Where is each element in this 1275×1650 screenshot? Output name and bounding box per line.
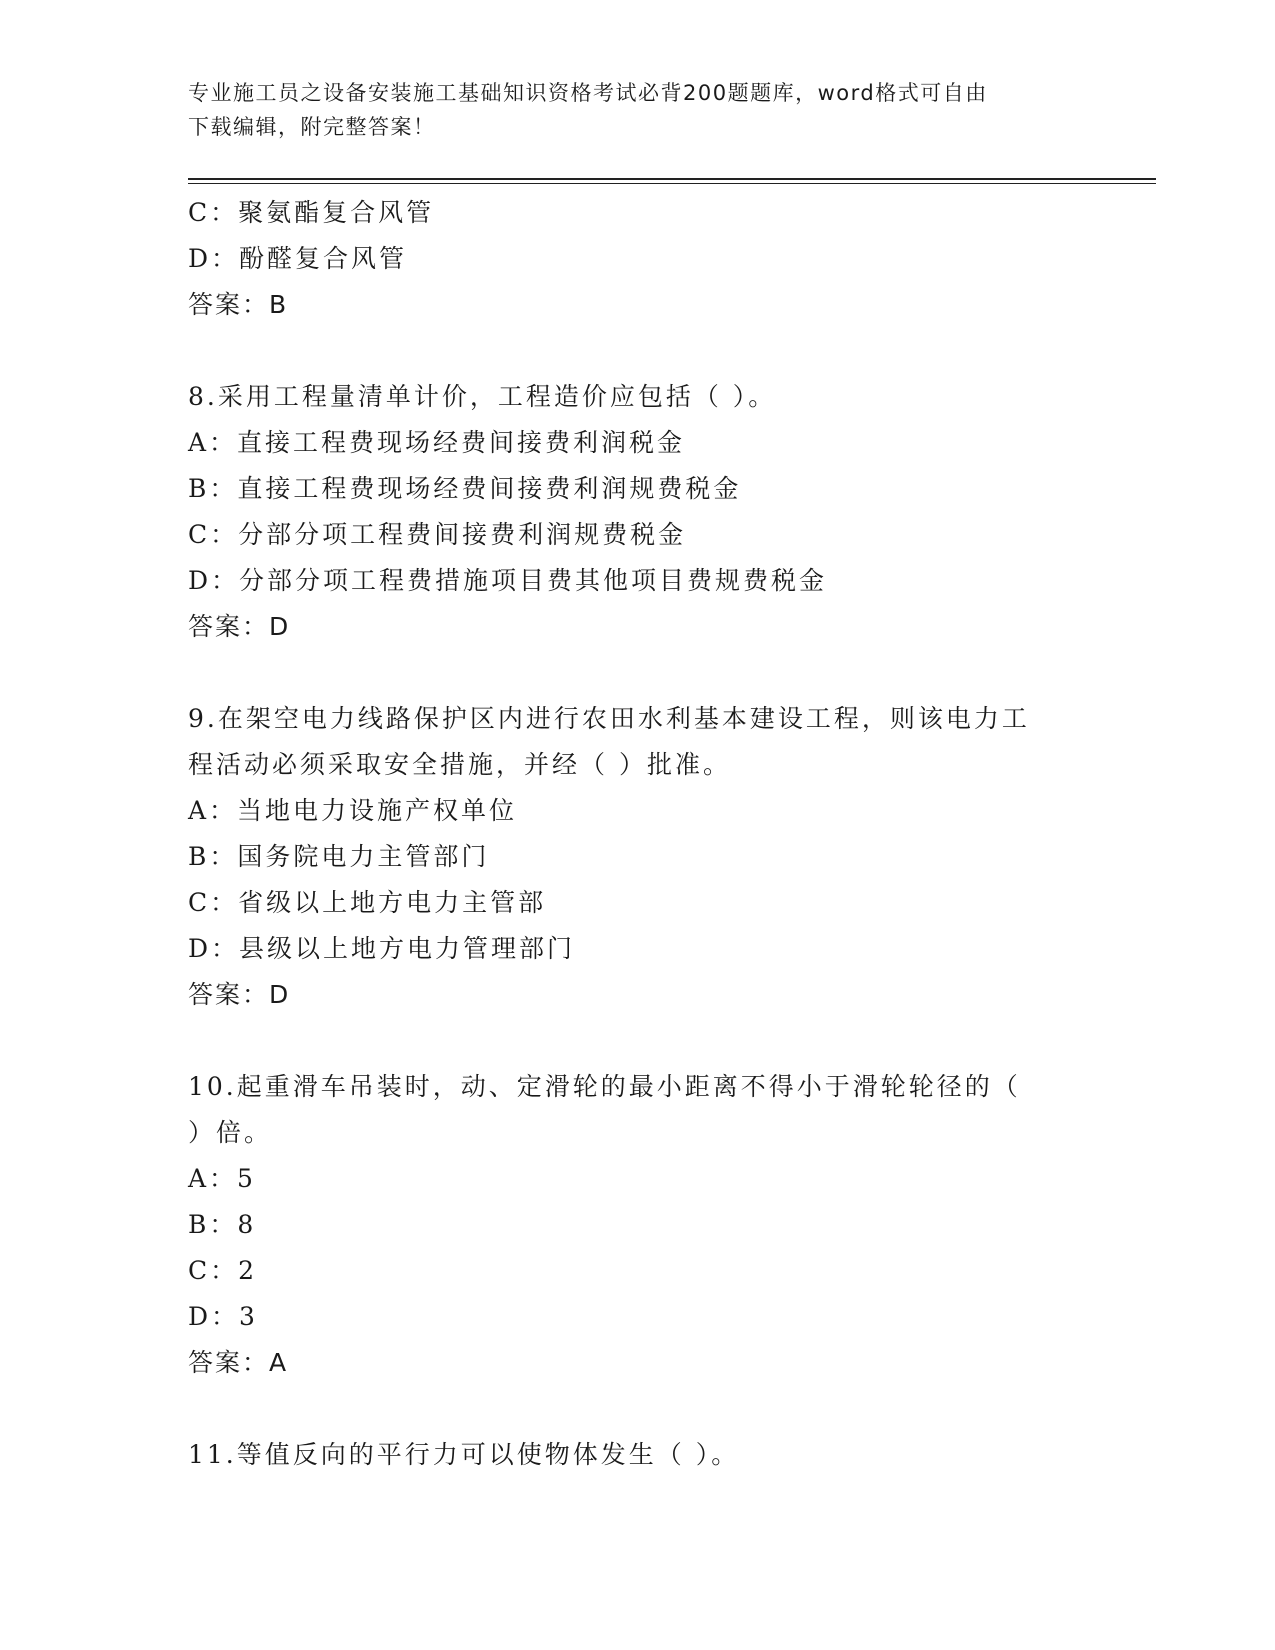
q9-question-line-1: 9.在架空电力线路保护区内进行农田水利基本建设工程，则该电力工	[188, 704, 1030, 733]
q10-question-line-2: ）倍。	[188, 1118, 273, 1147]
q8-option-a: A：直接工程费现场经费间接费利润税金	[188, 428, 686, 457]
prev-option-c: C：聚氨酯复合风管	[188, 198, 435, 227]
header-divider-thin	[188, 183, 1156, 184]
q10-option-a: A：5	[188, 1164, 256, 1193]
q11-question: 11.等值反向的平行力可以使物体发生（ ）。	[188, 1440, 740, 1469]
q8-option-d: D：分部分项工程费措施项目费其他项目费规费税金	[188, 566, 828, 595]
header-line-2: 下载编辑，附完整答案！	[188, 115, 436, 139]
q10-question-line-1: 10.起重滑车吊装时，动、定滑轮的最小距离不得小于滑轮轮径的（	[188, 1072, 1021, 1101]
q10-answer: 答案：A	[188, 1348, 289, 1377]
q8-answer: 答案：D	[188, 612, 291, 641]
q10-option-d: D：3	[188, 1302, 258, 1331]
prev-answer: 答案：B	[188, 290, 289, 319]
q9-answer: 答案：D	[188, 980, 291, 1009]
q10-option-c: C：2	[188, 1256, 258, 1285]
q9-option-a: A：当地电力设施产权单位	[188, 796, 518, 825]
document-header	[188, 76, 1088, 144]
q8-option-b: B：直接工程费现场经费间接费利润规费税金	[188, 474, 742, 503]
q10-option-b: B：8	[188, 1210, 257, 1239]
q9-question-line-2: 程活动必须采取安全措施，并经（ ）批准。	[188, 750, 731, 779]
q8-question: 8.采用工程量清单计价，工程造价应包括（ ）。	[188, 382, 777, 411]
header-line-1: 专业施工员之设备安装施工基础知识资格考试必背200题题库，word格式可自由	[188, 81, 988, 105]
q9-option-d: D：县级以上地方电力管理部门	[188, 934, 576, 963]
q8-option-c: C：分部分项工程费间接费利润规费税金	[188, 520, 687, 549]
header-divider	[188, 178, 1156, 180]
q9-option-c: C：省级以上地方电力主管部	[188, 888, 547, 917]
prev-option-d: D：酚醛复合风管	[188, 244, 408, 273]
q9-option-b: B：国务院电力主管部门	[188, 842, 490, 871]
question-list	[188, 190, 1088, 1478]
